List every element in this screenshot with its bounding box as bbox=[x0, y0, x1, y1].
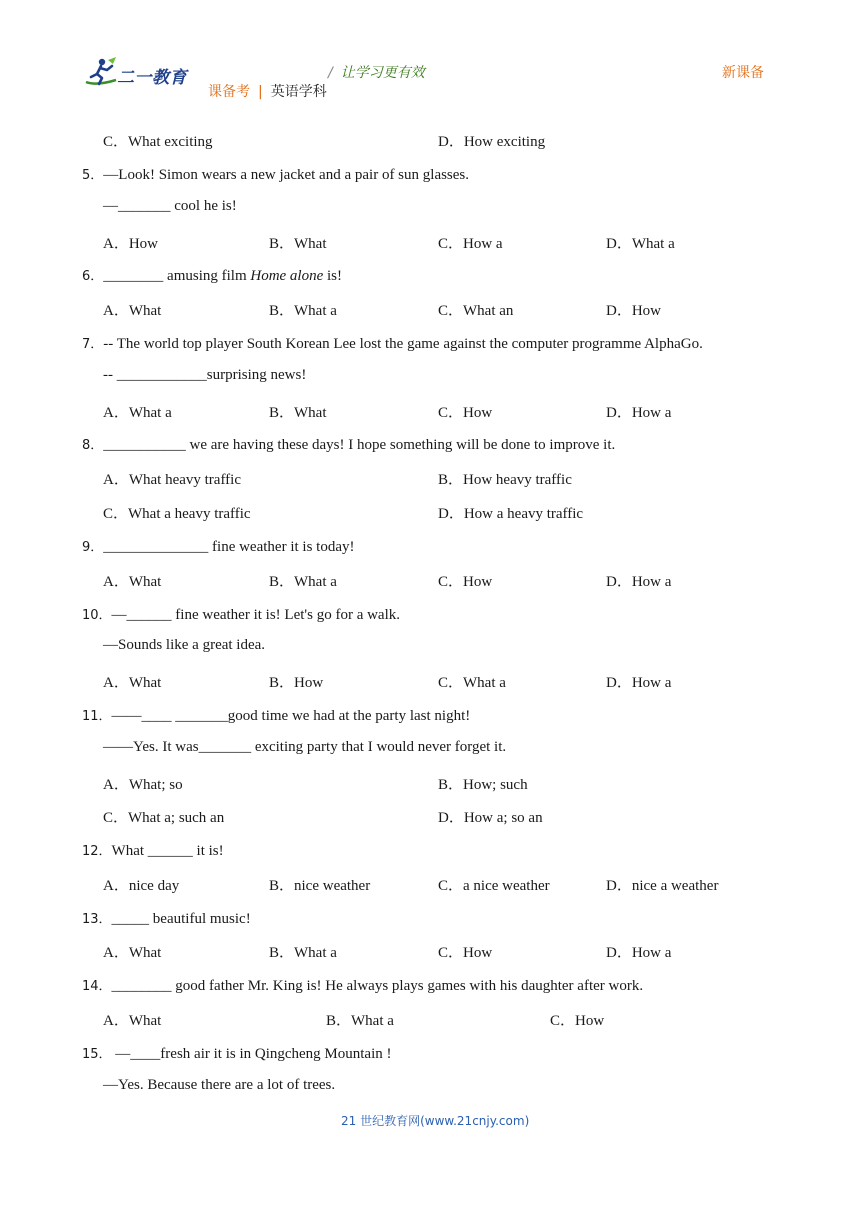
answer-option: D．How a bbox=[606, 405, 672, 421]
answer-option: B．What a bbox=[269, 945, 337, 961]
slogan-separator: / bbox=[328, 65, 333, 81]
answer-option: A．How bbox=[103, 236, 158, 252]
question-text: —Look! Simon wears a new jacket and a pair of sun glasses. bbox=[103, 167, 470, 183]
question-text: ___________ we are having these days! I hope something will be done to improve it. bbox=[103, 437, 616, 453]
subject-label: 英语学科 bbox=[270, 84, 327, 100]
question-number: 8． bbox=[82, 438, 104, 453]
answer-option: C．What a heavy traffic bbox=[103, 506, 251, 522]
answer-option: B．nice weather bbox=[269, 878, 371, 894]
answer-option: D．How a bbox=[606, 574, 672, 590]
question-number: 11． bbox=[82, 709, 112, 724]
answer-option: C．How a bbox=[438, 236, 503, 252]
answer-option: A．nice day bbox=[103, 878, 180, 894]
dialogue-line: ——Yes. It was_______ exciting party that I would never forget it. bbox=[103, 739, 507, 755]
question-text: ——____ _______good time we had at the party last night! bbox=[111, 708, 471, 724]
header-divider: | bbox=[258, 84, 263, 100]
answer-option: D．How a bbox=[606, 675, 672, 691]
dialogue-line: —Yes. Because there are a lot of trees. bbox=[103, 1077, 336, 1093]
question-text: What ______ it is! bbox=[111, 843, 224, 859]
question-stem bbox=[82, 333, 703, 353]
answer-option: B．How heavy traffic bbox=[438, 472, 572, 488]
question-stem bbox=[82, 604, 400, 624]
answer-option: B．How bbox=[269, 675, 324, 691]
answer-option: B．What bbox=[269, 405, 327, 421]
answer-option: B．What a bbox=[269, 574, 337, 590]
question-stem bbox=[82, 536, 354, 556]
answer-option: A．What; so bbox=[103, 777, 183, 793]
answer-option: A．What bbox=[103, 303, 162, 319]
answer-option: B．What a bbox=[269, 303, 337, 319]
answer-option: C．How bbox=[438, 405, 493, 421]
answer-option: C．How bbox=[438, 574, 493, 590]
answer-option: A．What heavy traffic bbox=[103, 472, 241, 488]
question-stem bbox=[82, 164, 469, 184]
answer-option: C．How bbox=[438, 945, 493, 961]
answer-option: C．What a; such an bbox=[103, 810, 225, 826]
question-stem bbox=[82, 265, 342, 285]
answer-option: B．What a bbox=[326, 1013, 394, 1029]
answer-option: D．What a bbox=[606, 236, 675, 252]
answer-option: C．What exciting bbox=[103, 134, 213, 150]
question-number: 15． bbox=[82, 1047, 112, 1062]
new-lesson-label: 新课备 bbox=[722, 65, 764, 81]
question-stem bbox=[82, 705, 470, 725]
runner-logo-icon bbox=[82, 56, 120, 90]
dialogue-line: —Sounds like a great idea. bbox=[103, 637, 266, 653]
answer-option: C．What an bbox=[438, 303, 514, 319]
answer-option: D．How a; so an bbox=[438, 810, 543, 826]
question-text: _____ beautiful music! bbox=[111, 911, 251, 927]
answer-option: C．What a bbox=[438, 675, 506, 691]
question-stem bbox=[82, 434, 615, 454]
question-stem bbox=[82, 1043, 392, 1063]
question-number: 14． bbox=[82, 979, 112, 994]
slogan bbox=[328, 62, 425, 82]
answer-option: A．What a bbox=[103, 405, 172, 421]
answer-option: D．How a heavy traffic bbox=[438, 506, 584, 522]
prep-label: 课备考 bbox=[208, 84, 250, 100]
answer-option: B．How; such bbox=[438, 777, 528, 793]
question-text: —______ fine weather it is! Let's go for a walk. bbox=[111, 607, 401, 623]
question-number: 9． bbox=[82, 540, 104, 555]
answer-option: A．What bbox=[103, 945, 162, 961]
question-number: 7． bbox=[82, 337, 104, 352]
answer-option: D．How exciting bbox=[438, 134, 546, 150]
answer-option: A．What bbox=[103, 675, 162, 691]
page-footer: 21 世纪教育网(www.21cnjy.com) bbox=[341, 1114, 530, 1128]
question-text: ______________ fine weather it is today! bbox=[103, 539, 355, 555]
answer-option: D．nice a weather bbox=[606, 878, 719, 894]
answer-option: A．What bbox=[103, 1013, 162, 1029]
answer-option: C．How bbox=[550, 1013, 605, 1029]
question-text: —____fresh air it is in Qingcheng Mountain ! bbox=[111, 1046, 392, 1062]
question-number: 12． bbox=[82, 844, 112, 859]
question-text: ________ amusing film Home alone is! bbox=[103, 268, 343, 284]
answer-option: C．a nice weather bbox=[438, 878, 550, 894]
slogan-text: 让学习更有效 bbox=[340, 65, 425, 81]
question-text: ________ good father Mr. King is! He always plays games with his daughter after work. bbox=[111, 978, 644, 994]
answer-option: D．How a bbox=[606, 945, 672, 961]
dialogue-line: —_______ cool he is! bbox=[103, 198, 237, 214]
dialogue-line: -- ____________surprising news! bbox=[103, 367, 307, 383]
answer-option: A．What bbox=[103, 574, 162, 590]
brand-logo-text: 二一教育 bbox=[117, 68, 187, 88]
question-text: -- The world top player South Korean Lee lost the game against the computer programme AlphaGo. bbox=[103, 336, 703, 352]
question-number: 13． bbox=[82, 912, 112, 927]
subject-line bbox=[208, 81, 327, 101]
question-stem bbox=[82, 975, 643, 995]
question-stem bbox=[82, 840, 224, 860]
question-stem bbox=[82, 908, 251, 928]
answer-option: D．How bbox=[606, 303, 661, 319]
answer-option: B．What bbox=[269, 236, 327, 252]
question-number: 10． bbox=[82, 608, 112, 623]
question-number: 6． bbox=[82, 269, 104, 284]
question-number: 5． bbox=[82, 168, 104, 183]
